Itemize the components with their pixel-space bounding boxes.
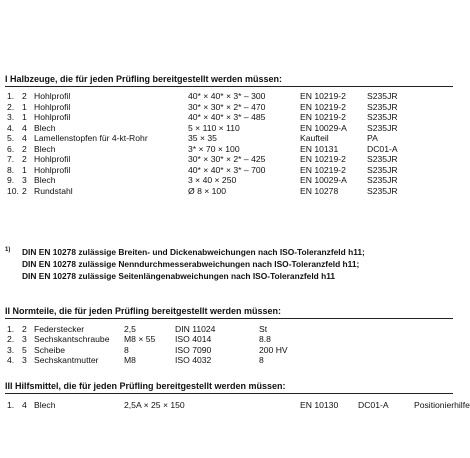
table-row	[0, 345, 458, 355]
table-cell: 2	[22, 91, 27, 101]
table-cell: 30* × 30* × 2* – 425	[188, 154, 266, 164]
table-cell: EN 10219-2	[300, 91, 346, 101]
table-cell: 9.	[7, 175, 15, 185]
table-cell: 1	[22, 112, 27, 122]
table-cell: ISO 4032	[175, 354, 212, 365]
table-cell: 4	[22, 122, 27, 133]
table-cell: EN 10131	[300, 143, 339, 154]
table-cell: 1.	[7, 400, 15, 410]
table-row	[0, 400, 470, 410]
section-2-title: II Normteile, die für jeden Prüfling bereitgestellt werden müssen:	[5, 306, 282, 316]
table-cell: EN 10130	[300, 400, 339, 410]
table-cell: S235JR	[367, 154, 398, 164]
table-row	[0, 144, 458, 154]
table-cell: 3	[22, 354, 27, 365]
table-cell: Hohlprofil	[34, 101, 71, 112]
table-row	[0, 154, 458, 164]
table-cell: 1.	[7, 91, 15, 101]
table-cell: 8.	[7, 164, 15, 175]
table-row	[0, 123, 458, 133]
table-cell: S235JR	[367, 112, 398, 122]
table-cell: Sechskantmutter	[34, 354, 99, 365]
table-cell: 2	[22, 185, 27, 196]
table-cell: 4	[22, 133, 27, 143]
table-cell: Rundstahl	[34, 185, 73, 196]
table-cell: EN 10219-2	[300, 154, 346, 164]
table-cell: 10.	[7, 185, 19, 196]
table-cell: Blech	[34, 122, 56, 133]
section-2-rule	[5, 318, 453, 319]
table-cell: 8	[124, 344, 129, 355]
table-cell: 5.	[7, 133, 15, 143]
table-cell: 1	[22, 101, 27, 112]
table-cell: ISO 7090	[175, 344, 212, 355]
table-cell: Lamellenstopfen für 4-kt-Rohr	[34, 133, 148, 143]
table-cell: 3.	[7, 344, 15, 355]
table-row	[0, 165, 458, 175]
table-row	[0, 133, 458, 143]
table-cell: 3* × 70 × 100	[188, 143, 240, 154]
table-cell: St	[259, 324, 268, 334]
footnote-line: DIN EN 10278 zulässige Breiten- und Dickenabweichungen nach ISO-Toleranzfeld h11;	[22, 247, 365, 257]
table-cell: 4.	[7, 122, 15, 133]
table-cell: EN 10219-2	[300, 164, 346, 175]
table-cell: 8.8	[259, 334, 271, 345]
table-row	[0, 324, 458, 334]
table-cell: 5	[22, 344, 27, 355]
table-row	[0, 186, 458, 196]
table-cell: S235JR	[367, 185, 398, 196]
table-cell: Sechskantschraube	[34, 334, 110, 345]
table-cell: EN 10029-A	[300, 175, 347, 185]
table-row	[0, 355, 458, 365]
table-cell: 8	[259, 354, 264, 365]
table-cell: M8	[124, 354, 136, 365]
table-cell: 2,5	[124, 324, 136, 334]
section-3-title: III Hilfsmittel, die für jeden Prüfling bereitgestellt werden müssen:	[5, 381, 286, 391]
table-cell: 200 HV	[259, 344, 288, 355]
table-cell: S235JR	[367, 101, 398, 112]
table-cell: 2	[22, 143, 27, 154]
table-cell: Hohlprofil	[34, 91, 71, 101]
table-cell: 3 × 40 × 250	[188, 175, 237, 185]
table-row	[0, 102, 458, 112]
table-cell: 4	[22, 400, 27, 410]
table-cell: 40* × 40* × 3* – 700	[188, 164, 266, 175]
footnote-marker: 1)	[5, 247, 11, 253]
table-cell: 5 × 110 × 110	[188, 122, 240, 133]
table-cell: DC01-A	[358, 400, 389, 410]
table-cell: 2	[22, 154, 27, 164]
section-3-rule	[5, 393, 453, 394]
footnote	[0, 247, 458, 287]
table-cell: Scheibe	[34, 344, 66, 355]
table-cell: 2	[22, 324, 27, 334]
table-row	[0, 91, 458, 101]
table-cell: Hohlprofil	[34, 112, 71, 122]
table-cell: M8 × 55	[124, 334, 156, 345]
table-cell: Kaufteil	[300, 133, 329, 143]
table-cell: Blech	[34, 400, 56, 410]
table-cell: 2.	[7, 334, 15, 345]
table-cell: Blech	[34, 143, 56, 154]
table-cell: DC01-A	[367, 143, 398, 154]
table-cell: 6.	[7, 143, 15, 154]
table-cell: DIN 11024	[175, 324, 216, 334]
table-cell: EN 10219-2	[300, 101, 346, 112]
table-cell: EN 10029-A	[300, 122, 347, 133]
table-cell: Hohlprofil	[34, 164, 71, 175]
footnote-line: DIN EN 10278 zulässige Nenndurchmesserabweichungen nach ISO-Toleranzfeld h11;	[22, 259, 360, 269]
table-cell: Blech	[34, 175, 56, 185]
table-cell: 3	[22, 334, 27, 345]
table-cell: 1.	[7, 324, 15, 334]
table-cell: Ø 8 × 100	[188, 185, 226, 196]
table-cell: S235JR	[367, 175, 398, 185]
table-cell: S235JR	[367, 122, 398, 133]
table-cell: Positionierhilfe	[414, 400, 470, 410]
table-cell: 35 × 35	[188, 133, 217, 143]
table-cell: PA	[367, 133, 378, 143]
footnote-line: DIN EN 10278 zulässige Seitenlängenabweichungen nach ISO-Toleranzfeld h11	[22, 271, 336, 281]
table-cell: EN 10219-2	[300, 112, 346, 122]
table-cell: 2,5A × 25 × 150	[124, 400, 185, 410]
section-1-title: I Halbzeuge, die für jeden Prüfling bereitgestellt werden müssen:	[5, 74, 283, 84]
table-cell: 4.	[7, 354, 15, 365]
table-cell: 1	[22, 164, 27, 175]
table-cell: Hohlprofil	[34, 154, 71, 164]
table-cell: S235JR	[367, 164, 398, 175]
table-cell: 3	[22, 175, 27, 185]
table-cell: EN 10278	[300, 185, 339, 196]
table-cell: Federstecker	[34, 324, 85, 334]
table-cell: 7.	[7, 154, 15, 164]
section-1-rule	[5, 86, 453, 87]
table-cell: 40* × 40* × 3* – 485	[188, 112, 266, 122]
table-cell: ISO 4014	[175, 334, 212, 345]
table-cell: S235JR	[367, 91, 398, 101]
table-cell: 2.	[7, 101, 15, 112]
table-cell: 40* × 40* × 3* – 300	[188, 91, 266, 101]
table-row	[0, 112, 458, 122]
table-row	[0, 334, 458, 344]
table-row	[0, 175, 458, 185]
table-cell: 30* × 30* × 2* – 470	[188, 101, 266, 112]
table-cell: 3.	[7, 112, 15, 122]
